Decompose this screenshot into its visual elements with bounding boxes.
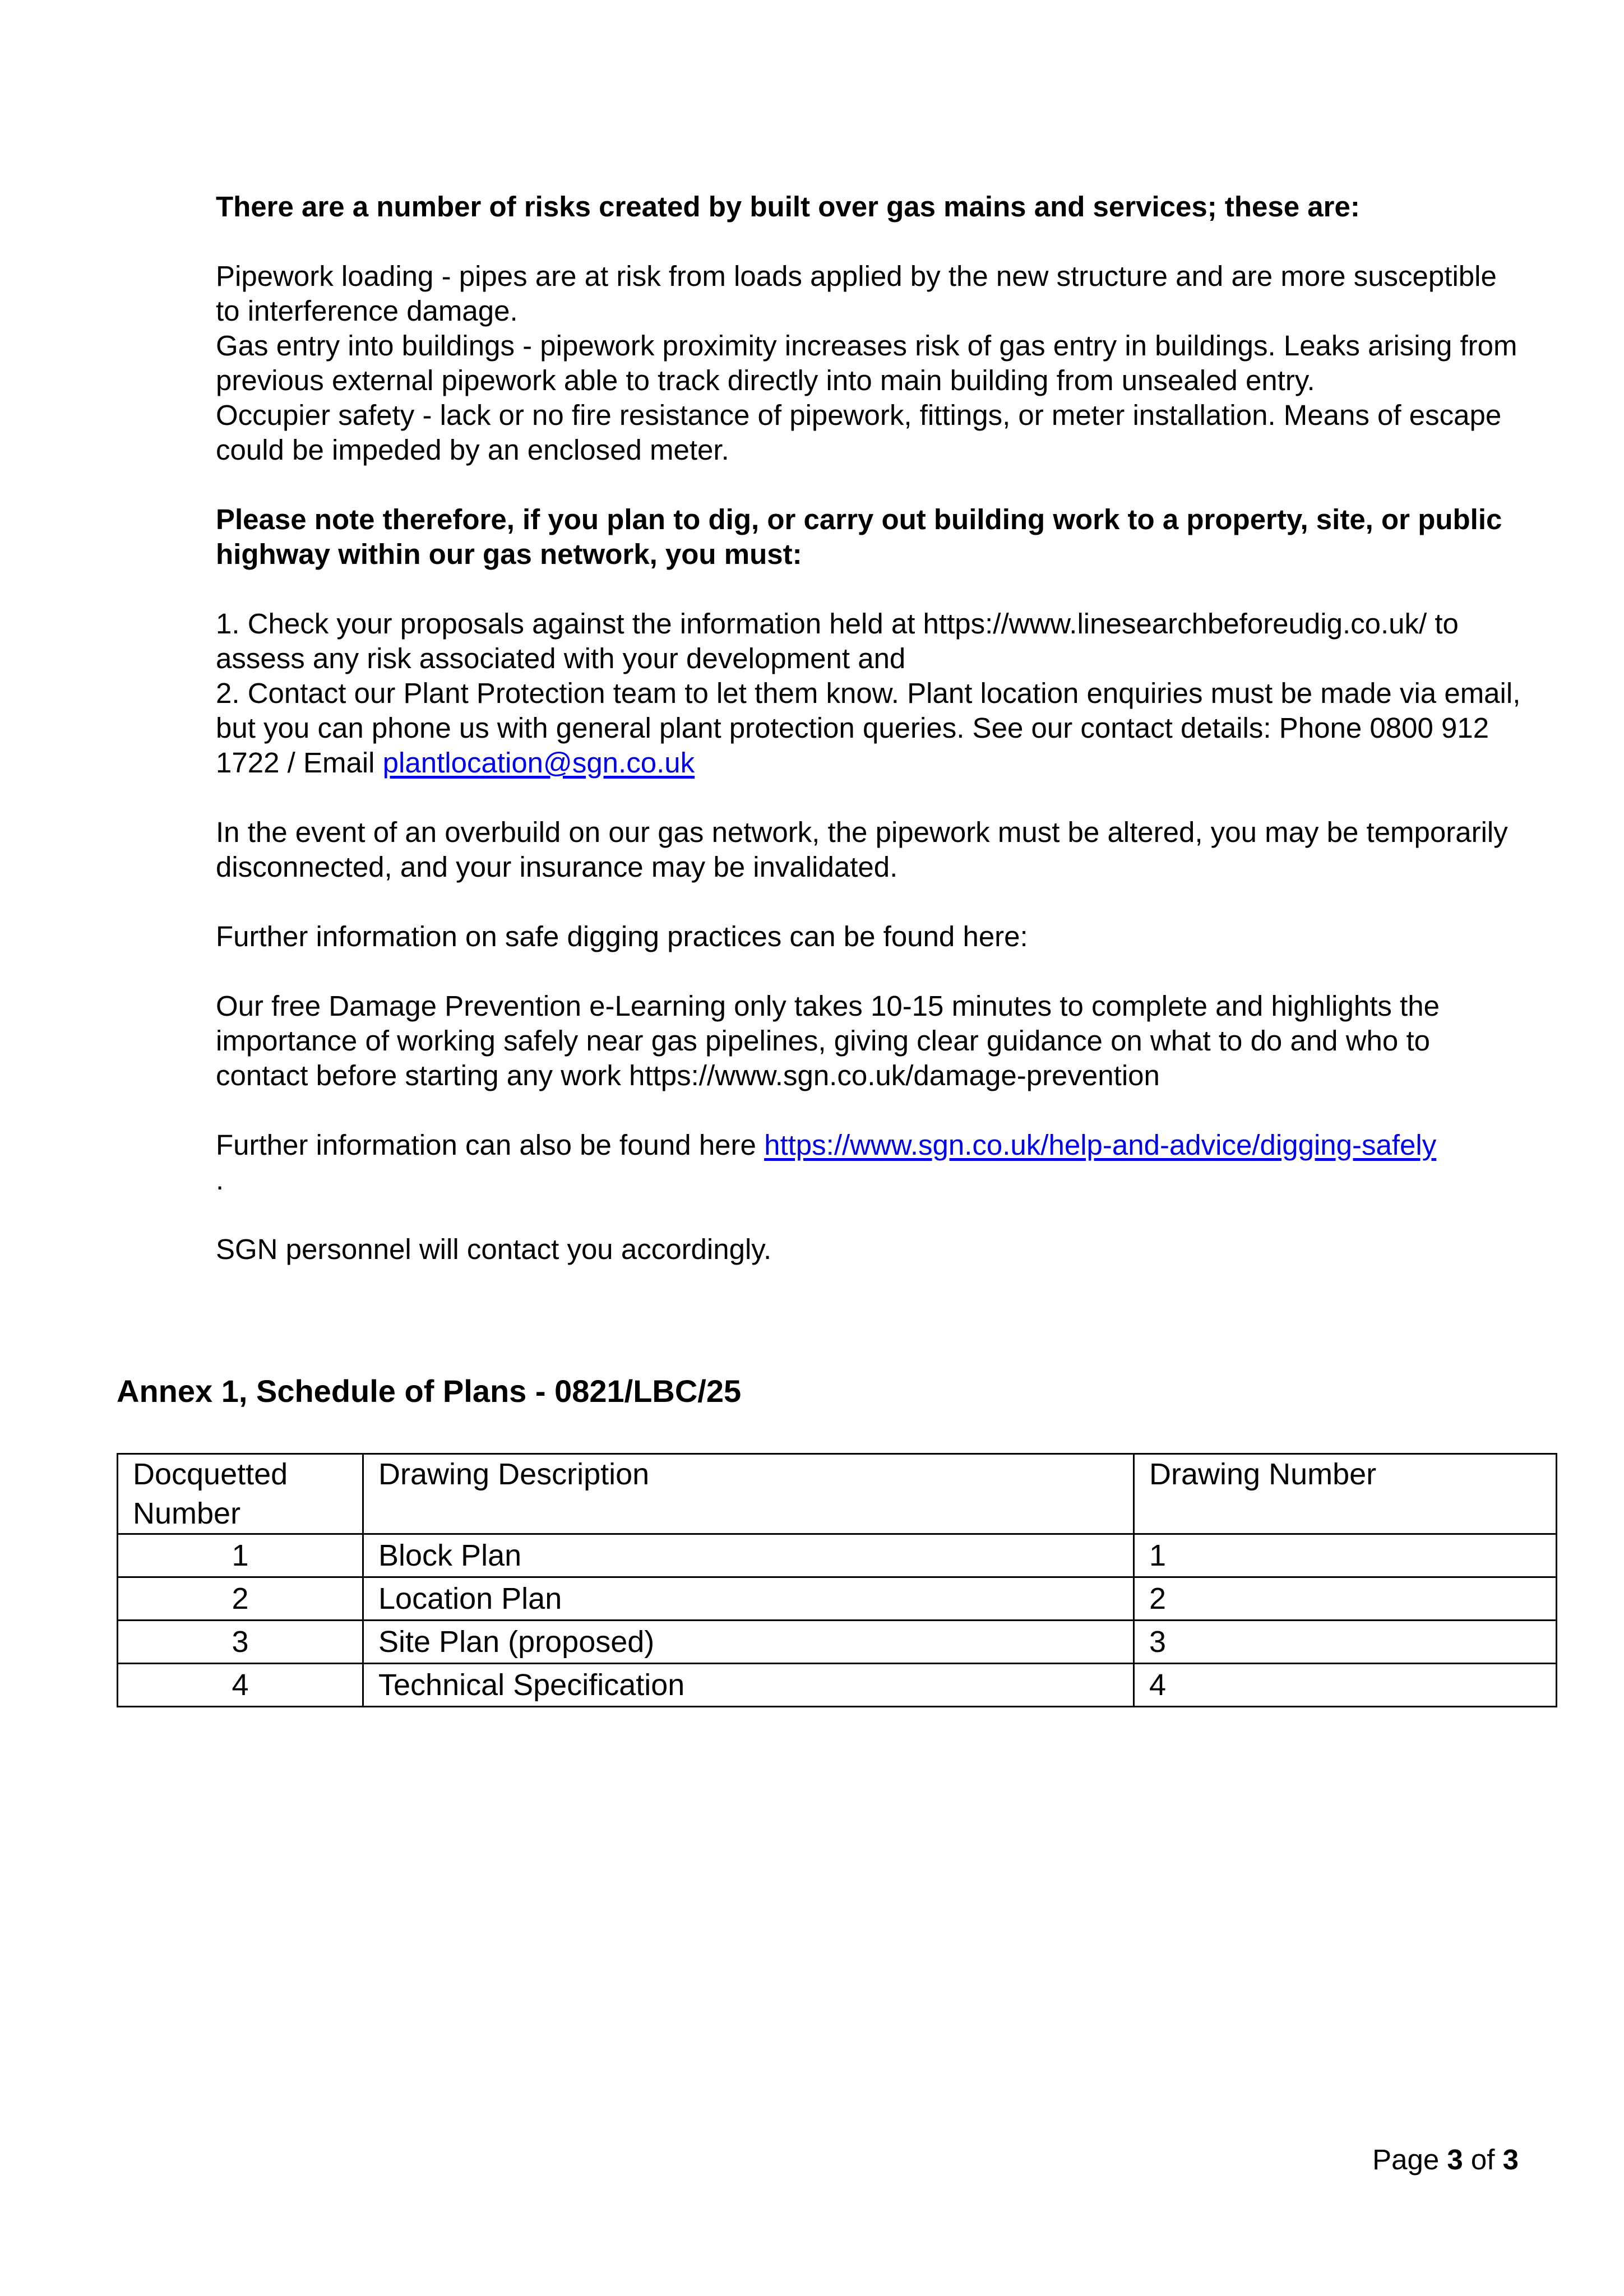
spacer	[216, 467, 1528, 502]
column-header-docquetted-number: Docquetted Number	[118, 1454, 363, 1534]
docquetted-number-cell: 1	[118, 1534, 363, 1577]
table-row	[118, 1577, 1557, 1621]
contact-note: SGN personnel will contact you accordingly.	[216, 1233, 772, 1265]
step-1: 1. Check your proposals against the information held at https://www.linesearchbeforeudig.co.uk/ to assess any risk associated with your development and	[216, 608, 1459, 674]
drawing-number-cell: 3	[1134, 1621, 1557, 1664]
safe-digging-info: Further information on safe digging practices can be found here:	[216, 920, 1028, 952]
overbuild-warning: In the event of an overbuild on our gas network, the pipework must be altered, you may be temporarily disconnected, and your insurance may be invalidated.	[216, 816, 1508, 883]
drawing-description-cell: Block Plan	[363, 1534, 1134, 1577]
further-info-tail: .	[216, 1164, 224, 1196]
email-link[interactable]: plantlocation@sgn.co.uk	[382, 747, 695, 779]
schedule-of-plans-table	[117, 1453, 1557, 1707]
note-heading: Please note therefore, if you plan to dig, or carry out building work to a property, site, or public highway within our gas network, you must:	[216, 503, 1502, 570]
main-text-block	[216, 189, 1528, 1267]
spacer	[216, 885, 1528, 919]
spacer	[216, 1093, 1528, 1128]
drawing-number-cell: 1	[1134, 1534, 1557, 1577]
annex-heading: Annex 1, Schedule of Plans - 0821/LBC/25	[117, 1373, 742, 1409]
docquetted-number-cell: 4	[118, 1664, 363, 1707]
page-total: 3	[1502, 2144, 1519, 2175]
risk-gas-entry: Gas entry into buildings - pipework proximity increases risk of gas entry in buildings. Leaks arising from previous external pipework able to track directly into main building from unsealed entry.	[216, 330, 1517, 396]
drawing-number-cell: 2	[1134, 1577, 1557, 1621]
table-header-row	[118, 1454, 1557, 1534]
drawing-description-cell: Site Plan (proposed)	[363, 1621, 1134, 1664]
spacer	[216, 224, 1528, 259]
risk-occupier-safety: Occupier safety - lack or no fire resistance of pipework, fittings, or meter installation. Means of escape could be impeded by an enclosed meter.	[216, 399, 1502, 466]
drawing-description-cell: Technical Specification	[363, 1664, 1134, 1707]
docquetted-number-cell: 2	[118, 1577, 363, 1621]
risks-heading: There are a number of risks created by built over gas mains and services; these are:	[216, 191, 1360, 223]
table-row	[118, 1664, 1557, 1707]
page-of: of	[1463, 2144, 1503, 2175]
spacer	[216, 1197, 1528, 1232]
table-row	[118, 1621, 1557, 1664]
further-info-text: Further information can also be found here	[216, 1129, 765, 1161]
elearning-info: Our free Damage Prevention e-Learning only takes 10-15 minutes to complete and highlights the importance of working safely near gas pipelines, giving clear guidance on what to do and who to contact before starting any work https://www.sgn.co.uk/damage-prevention	[216, 990, 1440, 1091]
table-row	[118, 1534, 1557, 1577]
column-header-drawing-description: Drawing Description	[363, 1454, 1134, 1534]
step-2	[216, 676, 1528, 780]
docquetted-number-cell: 3	[118, 1621, 363, 1664]
digging-safely-link[interactable]: https://www.sgn.co.uk/help-and-advice/digging-safely	[764, 1129, 1437, 1161]
spacer	[216, 780, 1528, 815]
page-number	[1372, 2142, 1519, 2177]
spacer	[216, 572, 1528, 607]
spacer	[216, 954, 1528, 989]
step-2-text: 2. Contact our Plant Protection team to let them know. Plant location enquiries must be made via email, but you can phone us with general plant protection queries. See our contact details: Phone 0800 912 1722 / Email	[216, 677, 1521, 779]
further-info	[216, 1128, 1528, 1197]
drawing-number-cell: 4	[1134, 1664, 1557, 1707]
risk-pipework-loading: Pipework loading - pipes are at risk from loads applied by the new structure and are more susceptible to interference damage.	[216, 260, 1497, 327]
drawing-description-cell: Location Plan	[363, 1577, 1134, 1621]
column-header-drawing-number: Drawing Number	[1134, 1454, 1557, 1534]
page-current: 3	[1447, 2144, 1463, 2175]
page-prefix: Page	[1372, 2144, 1447, 2175]
